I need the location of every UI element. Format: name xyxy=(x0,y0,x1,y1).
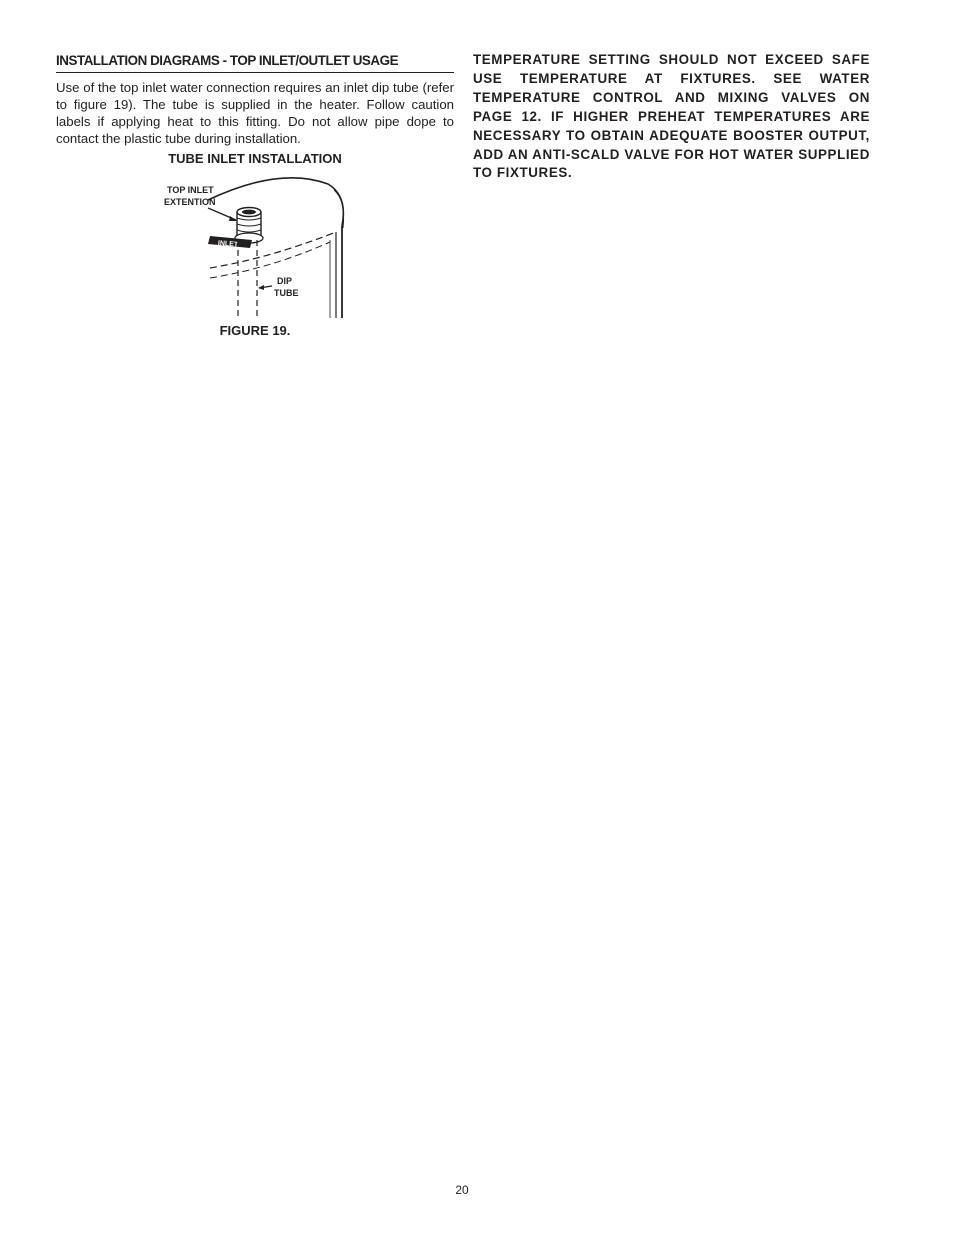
nipple-bore xyxy=(242,210,256,215)
left-column xyxy=(56,53,454,147)
tank-top-edge xyxy=(208,178,343,226)
dip-tube-label-line1: DIP xyxy=(277,276,293,286)
figure-caption: FIGURE 19. xyxy=(219,323,291,338)
figure-title: TUBE INLET INSTALLATION xyxy=(168,151,342,166)
section-heading: INSTALLATION DIAGRAMS - TOP INLET/OUTLET USAGE xyxy=(56,53,454,73)
inlet-label-text: INLET xyxy=(217,239,239,249)
top-inlet-arrowhead xyxy=(229,216,237,221)
top-inlet-label-line1: TOP INLET xyxy=(167,185,214,195)
nipple-threads xyxy=(237,218,261,232)
page-number: 20 xyxy=(455,1183,469,1197)
top-inlet-label-line2: EXTENTION xyxy=(164,197,216,207)
dip-tube-label-line2: TUBE xyxy=(274,288,299,298)
tube-inlet-diagram xyxy=(160,168,352,322)
dip-tube-arrowhead xyxy=(258,285,264,290)
tank-front-dashed-rim xyxy=(210,232,336,268)
temperature-warning: TEMPERATURE SETTING SHOULD NOT EXCEED SAFE USE TEMPERATURE AT FIXTURES. SEE WATER TEMPERATURE CONTROL AND MIXING VALVES ON PAGE 12. IF HIGHER PREHEAT TEMPERATURES ARE NECESSARY TO OBTAIN ADEQUATE BOOSTER OUTPUT, ADD AN ANTI-SCALD VALVE FOR HOT WATER SUPPLIED TO FIXTURES. xyxy=(473,52,870,181)
intro-paragraph: Use of the top inlet water connection requires an inlet dip tube (refer to figure 19). The tube is supplied in the heater. Follow caution labels if applying heat to this fitting. Do not allow pipe dope to contact the plastic tube during installation. xyxy=(56,80,454,146)
dip-tube xyxy=(238,240,257,316)
